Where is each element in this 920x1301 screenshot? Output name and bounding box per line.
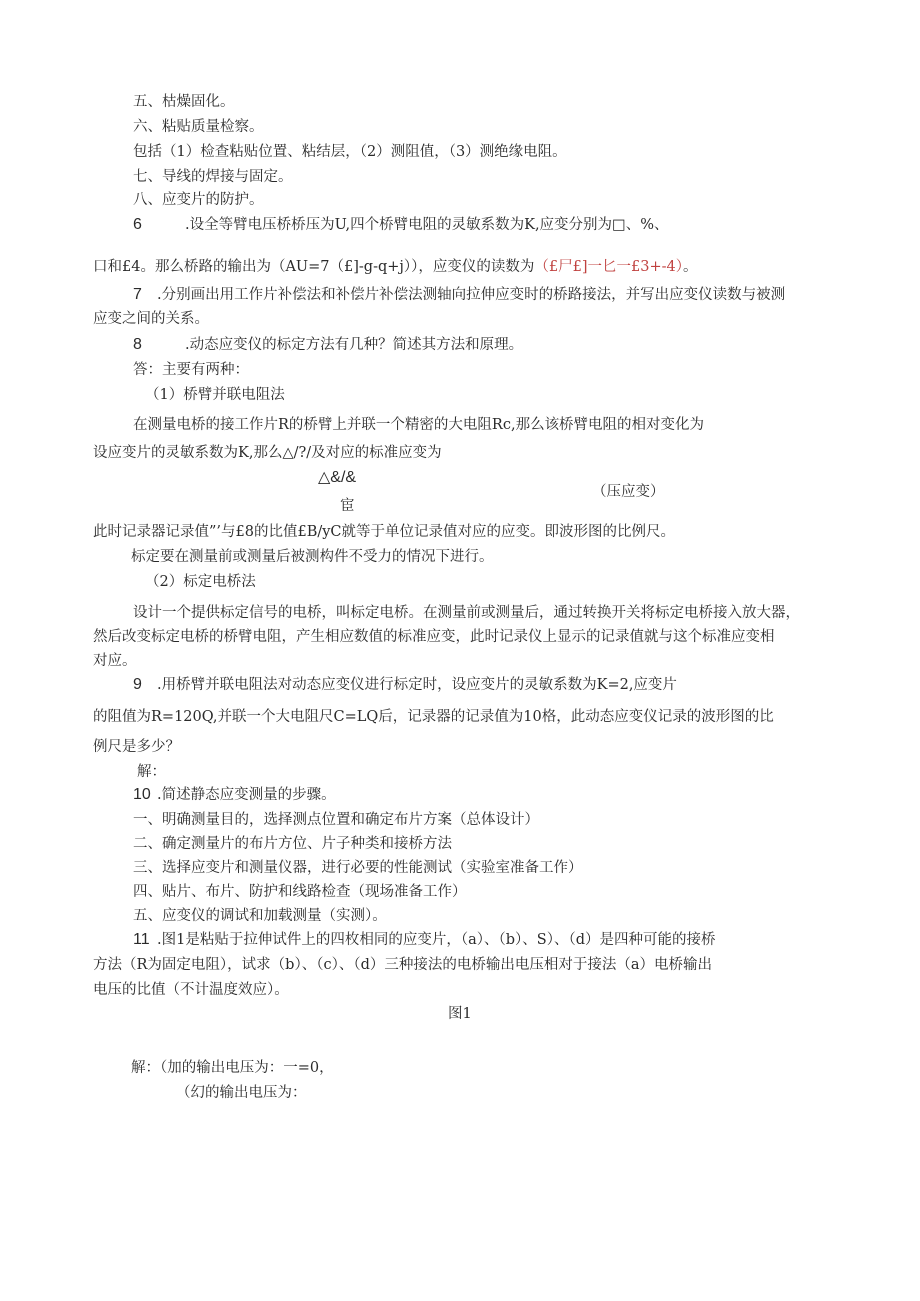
q11-line1: .图1是粘贴于拉伸试件上的四枚相同的应变片，（a）、（b）、S）、（d）是四种可能的接桥 xyxy=(157,932,716,948)
q8-method1-p3: 此时记录器记录值”’与£8的比值£B/yC就等于单位记录值对应的应变。即波形图的比例尺。 xyxy=(93,524,676,540)
q7-line1: .分别画出用工作片补偿法和补偿片补偿法测轴向拉伸应变时的桥路接法，并写出应变仪读数与被测 xyxy=(157,287,786,303)
q11-solution-a: 解：（加的输出电压为：一=0， xyxy=(131,1060,334,1076)
q8-method2-p3: 对应。 xyxy=(93,653,137,669)
q6-line2 xyxy=(93,257,698,277)
q8-method1-title: （1）桥臂并联电阻法 xyxy=(145,387,285,403)
formula-denominator: 宦 xyxy=(340,498,355,514)
step-6-detail: 包括（1）检查粘贴位置、粘结层，（2）测阻值，（3）测绝缘电阻。 xyxy=(133,144,567,160)
q9-number: 9 xyxy=(133,676,142,693)
q8-method1-p1: 在测量电桥的接工作片R的桥臂上并联一个精密的大电阻Rc,那么该桥臂电阻的相对变化为 xyxy=(133,417,705,433)
q8-method2-title: （2）标定电桥法 xyxy=(145,574,256,590)
q9-line1: .用桥臂并联电阻法对动态应变仪进行标定时，设应变片的灵敏系数为K=2,应变片 xyxy=(157,677,677,693)
q8-method1-p4: 标定要在测量前或测量后被测构件不受力的情况下进行。 xyxy=(131,549,494,565)
step-6: 六、粘贴质量检察。 xyxy=(133,119,264,135)
q10-step: 四、贴片、布片、防护和线路检查（现场准备工作） xyxy=(133,884,467,900)
figure-label: 图1 xyxy=(448,1006,472,1022)
q9-line2: 的阻值为R=120Q,并联一个大电阻尺C=LQ后，记录器的记录值为10格，此动态应变仪记录的波形图的比 xyxy=(93,709,774,725)
q11-number: 11 xyxy=(133,931,150,948)
q11-line3: 电压的比值（不计温度效应）。 xyxy=(93,982,289,998)
q8-line1: .动态应变仪的标定方法有几种？简述其方法和原理。 xyxy=(185,337,524,353)
q6-line2-text: 口和£4。那么桥路的输出为（AU=7（£]-g-q+j）），应变仪的读数为 xyxy=(93,259,535,275)
q6-line1: .设全等臂电压桥桥压为U,四个桥臂电阻的灵敏系数为K,应变分别为□、%、 xyxy=(185,217,669,233)
q11-line2: 方法（R为固定电阻），试求（b）、（c）、（d）三种接法的电桥输出电压相对于接法（a）电桥输出 xyxy=(93,957,712,973)
q9-solution: 解： xyxy=(137,764,166,780)
q10-step: 二、确定测量片的布片方位、片子种类和接桥方法 xyxy=(133,836,452,852)
q8-method2-p2: 然后改变标定电桥的桥臂电阻，产生相应数值的标准应变，此时记录仪上显示的记录值就与这个标准应变相 xyxy=(93,629,775,645)
q10-title: .简述静态应变测量的步骤。 xyxy=(157,787,336,803)
q8-answer: 答：主要有两种： xyxy=(133,362,249,378)
q11-solution-b: （幻的输出电压为： xyxy=(176,1085,307,1101)
q8-number: 8 xyxy=(133,336,142,353)
q6-line2-end: 。 xyxy=(683,259,698,275)
q8-method2-p1: 设计一个提供标定信号的电桥，叫标定电桥。在测量前或测量后，通过转换开关将标定电桥接入放大器， xyxy=(133,605,800,621)
q10-step: 三、选择应变片和测量仪器，进行必要的性能测试（实验室准备工作） xyxy=(133,860,583,876)
step-8: 八、应变片的防护。 xyxy=(133,192,264,208)
step-7: 七、导线的焊接与固定。 xyxy=(133,169,293,185)
step-5: 五、枯燥固化。 xyxy=(133,94,235,110)
q6-reading-formula: （£尸£]一匕一£3+-4） xyxy=(534,259,683,275)
q9-line3: 例尺是多少？ xyxy=(93,739,180,755)
q7-line2: 应变之间的关系。 xyxy=(93,311,209,327)
formula-note: （压应变） xyxy=(592,484,665,500)
q10-step: 一、明确测量目的，选择测点位置和确定布片方案（总体设计） xyxy=(133,812,539,828)
q8-method1-p2: 设应变片的灵敏系数为K,那么△/?/及对应的标准应变为 xyxy=(93,445,442,461)
q7-number: 7 xyxy=(133,286,142,303)
q10-number: 10 xyxy=(133,786,151,803)
q6-number: 6 xyxy=(133,216,142,233)
q10-step: 五、应变仪的调试和加载测量（实测）。 xyxy=(133,908,387,924)
formula-numerator: △&/& xyxy=(318,469,357,486)
